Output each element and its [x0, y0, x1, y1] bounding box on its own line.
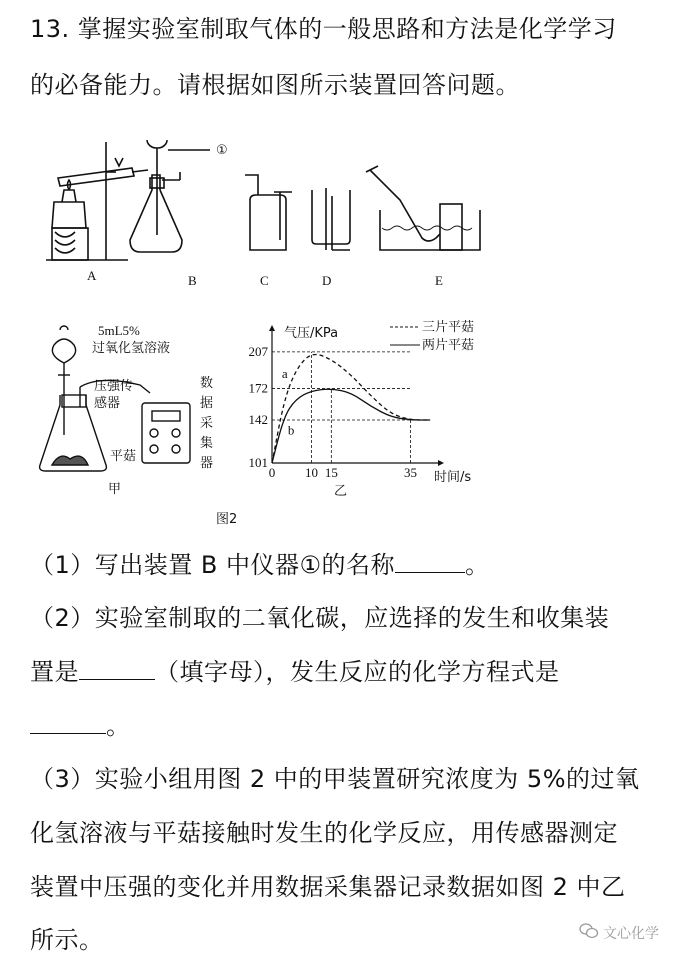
reagent-volume: 5mL5% — [98, 323, 140, 338]
sensor-label-1: 压强传 — [94, 379, 134, 394]
part-2-end: 。 — [106, 712, 131, 740]
y-axis-label: 气压/KPa — [284, 326, 339, 341]
apparatus-label-e: E — [435, 273, 443, 288]
collector-label-3: 采 — [200, 416, 214, 431]
question-stem-line-1: 13. 掌握实验室制取气体的一般思路和方法是化学学习 — [30, 15, 617, 43]
watermark-text: 文心化学 — [603, 926, 659, 942]
collector-label-1: 数 — [200, 376, 214, 391]
figure-2 — [30, 315, 480, 535]
part-2-line-2 — [30, 657, 560, 687]
part-1-text: （1）写出装置 B 中仪器①的名称 — [30, 551, 396, 579]
part-2-line-3 — [30, 711, 131, 741]
apparatus-label-a: A — [87, 268, 97, 283]
question-stem-line-2: 的必备能力。请根据如图所示装置回答问题。 — [30, 71, 520, 99]
x-tick-label: 10 — [305, 465, 319, 480]
apparatus-a — [46, 142, 148, 260]
apparatus-d — [312, 188, 350, 250]
curve-label-b: b — [287, 422, 295, 438]
collector-label-4: 集 — [200, 436, 214, 451]
collector-label-5: 器 — [200, 456, 214, 471]
y-tick-label: 207 — [248, 343, 268, 359]
yi-caption: 乙 — [334, 484, 348, 499]
x-axis-arrow — [438, 460, 444, 466]
jia-caption: 甲 — [108, 482, 122, 497]
apparatus-e — [366, 166, 480, 250]
part-2-equation-blank[interactable] — [30, 711, 106, 734]
collector-label-2: 据 — [200, 396, 214, 411]
part-3-line-1: （3）实验小组用图 2 中的甲装置研究浓度为 5%的过氧 — [30, 765, 640, 793]
x-tick-label: 0 — [268, 465, 276, 480]
part-1-answer-blank[interactable] — [395, 550, 465, 573]
curve-label-a: a — [281, 366, 288, 382]
x-tick-label: 15 — [324, 465, 338, 480]
part-1 — [30, 550, 490, 580]
reagent-name: 过氧化氢溶液 — [92, 341, 171, 356]
y-tick-label: 142 — [248, 412, 268, 428]
marker-1: ① — [216, 143, 228, 158]
y-axis-arrow — [269, 325, 275, 331]
apparatus-label-c: C — [260, 273, 269, 288]
sensor-label-2: 感器 — [94, 396, 121, 411]
legend-label-solid: 两片平菇 — [422, 338, 475, 353]
part-2-line-1: （2）实验室制取的二氧化碳，应选择的发生和收集装 — [30, 604, 610, 632]
part-2-prefix: 置是 — [30, 658, 79, 686]
part-2-device-blank[interactable] — [79, 657, 155, 680]
part-1-end: 。 — [465, 551, 490, 579]
y-tick-label: 101 — [248, 455, 268, 470]
wechat-icon — [579, 923, 599, 943]
part-3-line-2: 化氢溶液与平菇接触时发生的化学反应，用传感器测定 — [30, 819, 618, 847]
x-axis-label: 时间/s — [434, 470, 472, 485]
apparatus-b — [130, 140, 210, 252]
x-tick-label: 35 — [403, 465, 417, 480]
apparatus-figure — [40, 140, 510, 295]
part-3-line-4: 所示。 — [30, 926, 104, 954]
watermark — [579, 923, 659, 943]
part-2-suffix: （填字母），发生反应的化学方程式是 — [155, 658, 560, 686]
apparatus-label-d: D — [322, 273, 332, 288]
apparatus-c — [245, 175, 292, 250]
figure-2-caption: 图2 — [216, 512, 238, 527]
part-3-line-3: 装置中压强的变化并用数据采集器记录数据如图 2 中乙 — [30, 873, 626, 901]
apparatus-label-b: B — [188, 273, 197, 288]
series-line-three-mushrooms — [272, 354, 430, 463]
series-line-two-mushrooms — [272, 389, 430, 463]
mushroom-label: 平菇 — [110, 449, 137, 464]
y-tick-label: 172 — [248, 380, 268, 396]
legend-label-dashed: 三片平菇 — [422, 320, 475, 335]
